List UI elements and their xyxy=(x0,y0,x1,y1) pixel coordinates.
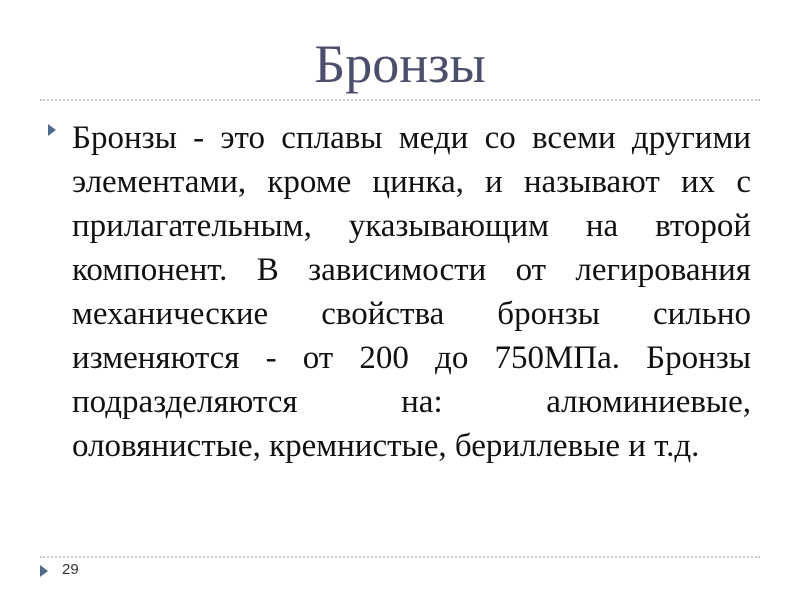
top-divider xyxy=(40,99,760,101)
bullet-text: Бронзы - это сплавы меди со всеми другими элементами, кроме цинка, и называют их с прилагательным, указывающим на второй компонент. В зависимости от легирования механические свойства бронзы сильно изменяются - от 200 до 750МПа. Бронзы подразделяются на: алюминиевые, оловянистые, кремнистые, бериллевые и т.д. xyxy=(72,120,751,464)
page-number: 29 xyxy=(62,561,79,578)
triangle-bullet-icon xyxy=(48,124,56,136)
triangle-footer-icon xyxy=(40,565,48,577)
slide-title: Бронзы xyxy=(314,34,486,94)
bottom-divider xyxy=(40,556,760,558)
